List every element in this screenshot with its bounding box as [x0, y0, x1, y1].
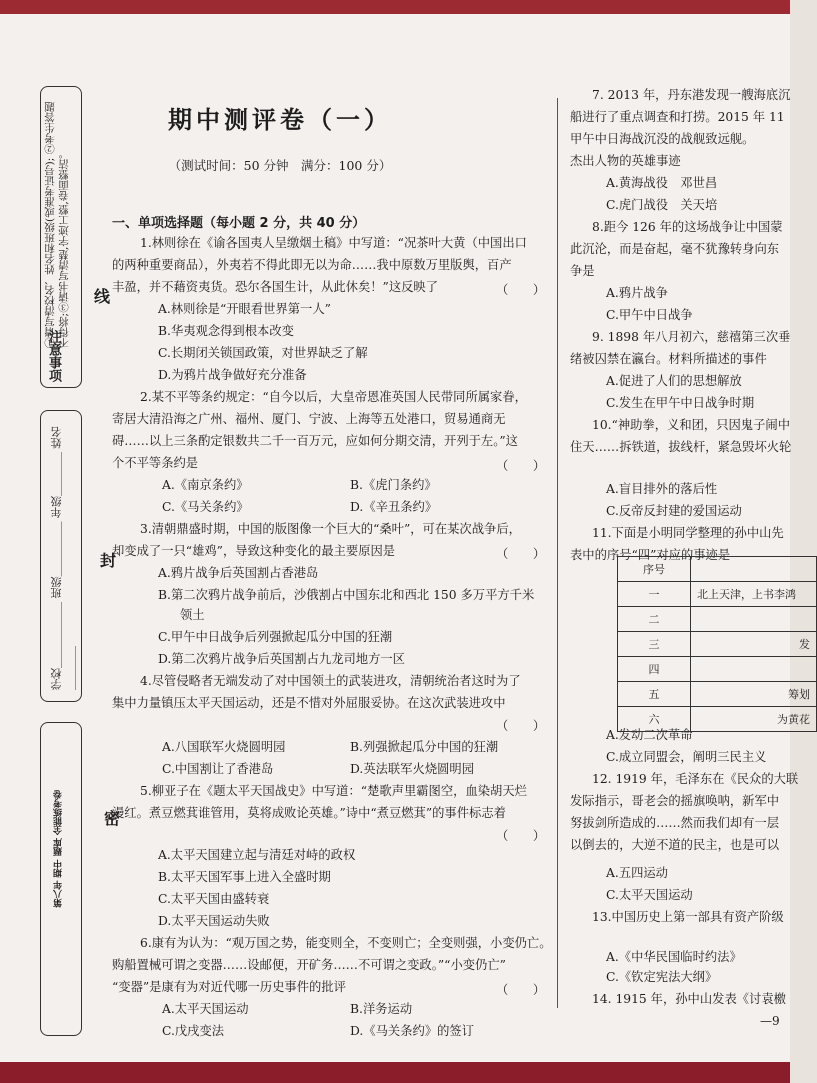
q7-line: 船进行了重点调查和打捞。2015 年 11	[570, 110, 785, 124]
q7-option-c[interactable]: C.虎门战役 关天培	[606, 198, 718, 212]
q5-option-a[interactable]: A.太平天国建立起与清廷对峙的政权	[158, 848, 356, 862]
q7-line: 7. 2013 年，丹东港发现一艘海底沉	[592, 88, 791, 102]
q10-line: 住天……拆铁道，拔线杆，紧急毁坏火轮	[570, 440, 792, 454]
table-cell: 五	[618, 682, 691, 707]
q1-line: 的两种重要商品），外夷若不得此即无以为命……我中原数万里版舆，百产	[112, 258, 512, 272]
table-header-cell	[691, 557, 817, 582]
q3-option-a[interactable]: A.鸦片战争后英国割占香港岛	[158, 566, 319, 580]
q11-line: 11.下面是小明同学整理的孙中山先	[592, 526, 784, 540]
binding-mark-secret: 密	[104, 809, 121, 828]
q6-option-c[interactable]: C.戊戌变法	[162, 1024, 225, 1038]
q2-option-b[interactable]: B.《虎门条约》	[350, 478, 437, 492]
q4-option-a[interactable]: A.八国联军火烧圆明园	[162, 740, 286, 754]
table-cell: 北上天津，上书李鸿	[691, 582, 817, 607]
column-divider	[557, 98, 558, 1008]
q12-line: 以倒去的，大逆不道的民主，也是可以	[570, 838, 780, 852]
q3-line: 3.清朝鼎盛时期，中国的版图像一个巨大的“桑叶”，可在某次战争后，	[140, 522, 521, 536]
q13-line: 13.中国历史上第一部具有资产阶级	[592, 910, 784, 924]
q9-line: 绪被囚禁在瀛台。材料所描述的事件	[570, 352, 767, 366]
q13-option-a[interactable]: A.《中华民国临时约法》	[606, 950, 742, 964]
q3-option-c[interactable]: C.甲午中日战争后列强掀起瓜分中国的狂潮	[158, 630, 393, 644]
right-column	[560, 0, 810, 1062]
q12-line: 发际指示，哥老会的摇旗唤呐，新军中	[570, 794, 780, 808]
q9-option-a[interactable]: A.促进了人们的思想解放	[606, 374, 742, 388]
q5-line: 5.柳亚子在《题太平天国战史》中写道：“楚歌声里霸图空，血染胡天烂	[140, 784, 527, 798]
table-cell	[691, 607, 817, 632]
table-header-row	[618, 557, 817, 582]
section-heading: 一、单项选择题（每小题 2 分，共 40 分）	[112, 216, 366, 231]
table-cell	[691, 657, 817, 682]
notice-text: ①请写清校名、姓名和班级(或准考证号); ②考生答题不得将;③请书写清楚,字迹工整,卷面整洁。	[44, 101, 70, 348]
q4-option-b[interactable]: B.列强掀起瓜分中国的狂潮	[350, 740, 499, 754]
q2-option-d[interactable]: D.《辛丑条约》	[350, 500, 438, 514]
q6-option-b[interactable]: B.洋务运动	[350, 1002, 413, 1016]
q3-option-d[interactable]: D.第二次鸦片战争后英国割占九龙司地方一区	[158, 652, 405, 666]
answer-paren: （ ）	[496, 983, 546, 997]
q12-option-a[interactable]: A.五四运动	[606, 866, 668, 880]
q2-line: 2.某不平等条约规定：“自今以后，大皇帝恩准英国人民带同所属家眷，	[140, 390, 527, 404]
q14-line: 14. 1915 年，孙中山发表《讨袁檄	[592, 992, 786, 1006]
table-header-cell: 序号	[618, 557, 691, 582]
q8-line: 此沉沦，而是奋起，毫不犹豫转身向东	[570, 242, 780, 256]
q1-option-a[interactable]: A.林则徐是“开眼看世界第一人”	[158, 302, 331, 316]
table-cell: 为黄花	[691, 707, 817, 732]
table-row	[618, 607, 817, 632]
q2-option-c[interactable]: C.《马关条约》	[162, 500, 249, 514]
q13-option-c[interactable]: C.《钦定宪法大纲》	[606, 970, 718, 984]
q12-option-c[interactable]: C.太平天国运动	[606, 888, 693, 902]
q9-option-c[interactable]: C.发生在甲午中日战争时期	[606, 396, 755, 410]
q5-option-b[interactable]: B.太平天国军事上进入全盛时期	[158, 870, 331, 884]
q10-option-a[interactable]: A.盲目排外的落后性	[606, 482, 718, 496]
bottom-red-border	[0, 1062, 790, 1083]
table-cell: 一	[618, 582, 691, 607]
q2-option-a[interactable]: A.《南京条约》	[162, 478, 249, 492]
q6-line: “变器”是康有为对近代哪一历史事件的批评	[112, 980, 346, 994]
table-row	[618, 632, 817, 657]
q6-line: 购船置械可谓之变器……设邮便，开矿务……不可谓之变政。”“小变仍亡”	[112, 958, 506, 972]
q7-option-a[interactable]: A.黄海战役 邓世昌	[606, 176, 718, 190]
table-row	[618, 682, 817, 707]
q12-line: 12. 1919 年，毛泽东在《民众的大联	[592, 772, 799, 786]
q11-option-a[interactable]: A.发动二次革命	[606, 728, 693, 742]
answer-paren: （ ）	[496, 283, 546, 297]
answer-paren: （ ）	[496, 719, 546, 733]
table-cell: 六	[618, 707, 691, 732]
table-row	[618, 657, 817, 682]
q6-option-d[interactable]: D.《马关条约》的签订	[350, 1024, 475, 1038]
binding-mark-line: 线	[94, 287, 111, 306]
q5-option-c[interactable]: C.太平天国由盛转衰	[158, 892, 270, 906]
q2-line: 寄居大清沿海之广州、福州、厦门、宁波、上海等五处港口，贸易通商无	[112, 412, 506, 426]
q1-line: 丰盈，并不藉资夷货。恐尔各国生计，从此休矣！”这反映了	[112, 280, 439, 294]
answer-paren: （ ）	[496, 829, 546, 843]
table-cell: 二	[618, 607, 691, 632]
q8-option-a[interactable]: A.鸦片战争	[606, 286, 668, 300]
q4-line: 集中力量镇压太平天国运动，还是不惜对外屈服妥协。在这次武装进攻中	[112, 696, 506, 710]
answer-paren: （ ）	[496, 547, 546, 561]
exam-title: 期中测评卷（一）	[168, 106, 392, 134]
table-row	[618, 707, 817, 732]
q4-line: 4.尽管侵略者无端发动了对中国领土的武装进攻，清朝统治者这时为了	[140, 674, 521, 688]
q8-option-c[interactable]: C.甲午中日战争	[606, 308, 693, 322]
binding-mark-seal: 封	[100, 551, 117, 570]
q4-option-c[interactable]: C.中国割让了香港岛	[162, 762, 274, 776]
q7-line: 甲午中日海战沉没的战舰致远舰。	[570, 132, 755, 146]
q10-option-c[interactable]: C.反帝反封建的爱国运动	[606, 504, 742, 518]
q8-line: 8.距今 126 年的这场战争让中国蒙	[592, 220, 783, 234]
q1-line: 1.林则徐在《谕各国夷人呈缴烟土稿》中写道：“况茶叶大黄（中国出口	[140, 236, 527, 250]
q1-option-c[interactable]: C.长期闭关锁国政策，对世界缺乏了解	[158, 346, 368, 360]
q11-line: 表中的序号“四”对应的事迹是	[570, 548, 731, 562]
student-info-fields: 学校＿＿＿＿＿＿ 班级＿＿＿＿＿ 年级＿＿＿＿ 姓名＿＿＿＿	[50, 426, 77, 690]
table-cell: 筹划	[691, 682, 817, 707]
q9-line: 9. 1898 年八月初六，慈禧第三次垂	[592, 330, 791, 344]
q6-line: 6.康有为认为：“观万国之势，能变则全，不变则亡；全变则强，小变仍亡。	[140, 936, 552, 950]
notice-title: 注意事项	[46, 330, 61, 382]
q2-line: 个不平等条约是	[112, 456, 199, 470]
table-cell: 四	[618, 657, 691, 682]
q10-line: 10.“神助拳，义和团，只因鬼子闹中	[592, 418, 790, 432]
q2-line: 碍……以上三条酌定银数共二千一百万元，应如何分期交清，开列于左。”这	[112, 434, 518, 448]
q5-line: 漫红。煮豆燃萁谁管用，莫将成败论英雄。”诗中“煮豆燃萁”的事件标志着	[112, 806, 506, 820]
page-number: —9	[760, 1014, 780, 1028]
series-label: 第八年 期中 题库 全能练考卷	[54, 790, 64, 908]
q11-option-c[interactable]: C.成立同盟会，阐明三民主义	[606, 750, 767, 764]
table-cell: 发	[691, 632, 817, 657]
q7-line: 杰出人物的英雄事迹	[570, 154, 681, 168]
q1-option-d[interactable]: D.为鸦片战争做好充分准备	[158, 368, 307, 382]
q3-option-b-cont: 领土	[180, 608, 205, 622]
exam-subtitle: （测试时间：50 分钟 满分：100 分）	[168, 158, 392, 173]
table-cell: 三	[618, 632, 691, 657]
answer-paren: （ ）	[496, 459, 546, 473]
q6-option-a[interactable]: A.太平天国运动	[162, 1002, 249, 1016]
q4-option-d[interactable]: D.英法联军火烧圆明园	[350, 762, 475, 776]
q1-option-b[interactable]: B.华夷观念得到根本改变	[158, 324, 294, 338]
q3-option-b[interactable]: B.第二次鸦片战争前后，沙俄割占中国东北和西北 150 多万平方千米	[158, 588, 535, 602]
q3-line: 却变成了一只“雄鸡”，导致这种变化的最主要原因是	[112, 544, 396, 558]
sun-yatsen-table	[617, 556, 817, 732]
q12-line: 努拔剑所造成的……然而我们却有一层	[570, 816, 780, 830]
q5-option-d[interactable]: D.太平天国运动失败	[158, 914, 270, 928]
q8-line: 争是	[570, 264, 595, 278]
table-row	[618, 582, 817, 607]
